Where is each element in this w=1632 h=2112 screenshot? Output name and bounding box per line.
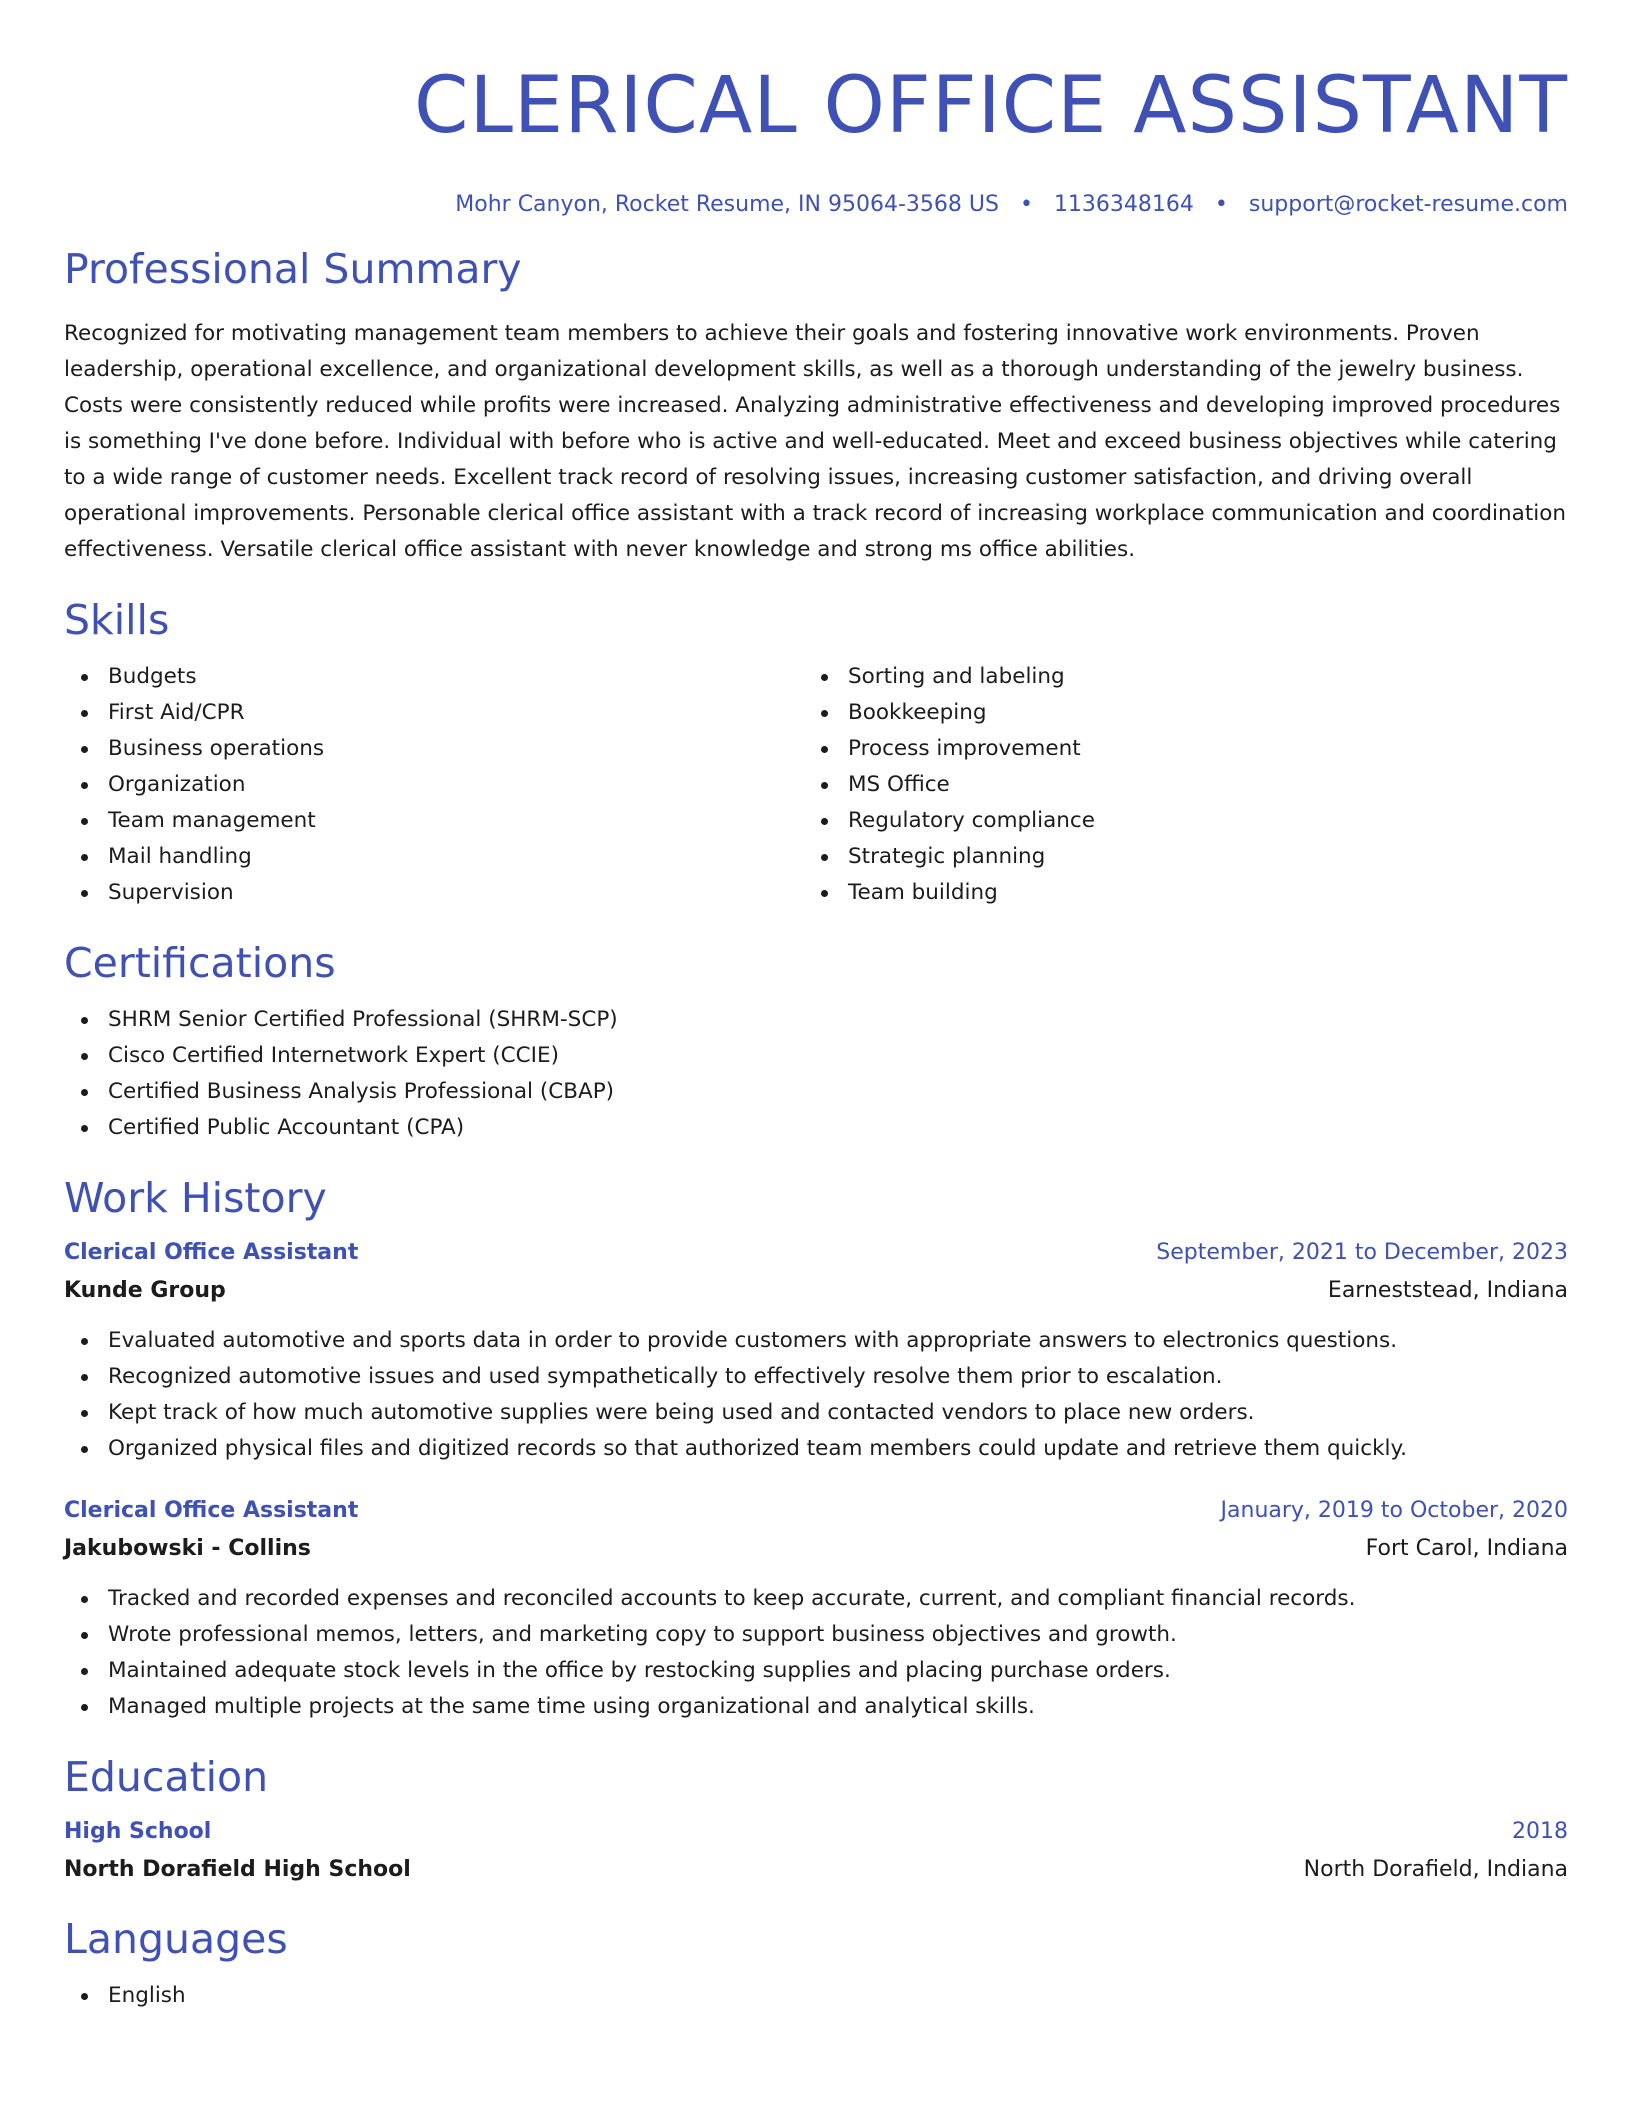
job-dates: January, 2019 to October, 2020	[1220, 1498, 1568, 1523]
education-degree: High School	[64, 1819, 212, 1844]
contact-address: Mohr Canyon, Rocket Resume, IN 95064-3568 US	[455, 192, 999, 217]
job-bullets	[64, 1323, 1568, 1467]
job-bullets	[64, 1581, 1568, 1725]
contact-phone[interactable]: 1136348164	[1053, 192, 1194, 217]
list-item: Sorting and labeling	[848, 659, 1544, 695]
list-item: Bookkeeping	[848, 695, 1544, 731]
job-company-row	[64, 1271, 1568, 1311]
list-item: English	[108, 1978, 1568, 2014]
list-item: Evaluated automotive and sports data in order to provide customers with appropriate answers to electronics questions.	[108, 1323, 1568, 1359]
list-item: Organization	[108, 767, 804, 803]
job-header-row	[64, 1235, 1568, 1271]
certifications-section	[64, 936, 1568, 1146]
education-school: North Dorafield High School	[64, 1857, 411, 1882]
list-item: Tracked and recorded expenses and reconciled accounts to keep accurate, current, and compliant financial records.	[108, 1581, 1568, 1617]
list-item: First Aid/CPR	[108, 695, 804, 731]
list-item: Regulatory compliance	[848, 803, 1544, 839]
list-item: Business operations	[108, 731, 804, 767]
list-item: Cisco Certified Internetwork Expert (CCIE)	[108, 1038, 1568, 1074]
summary-text: Recognized for motivating management team members to achieve their goals and fostering innovative work environments. Proven leadership, operational excellence, and organizational development skills, as well as a thorough understanding of the jewelry business. Costs were consistently reduced while profits were increased. Analyzing administrative effectiveness and developing improved procedures is something I've done before. Individual with before who is active and well-educated. Meet and exceed business objectives while catering to a wide range of customer needs. Excellent track record of resolving issues, increasing customer satisfaction, and driving overall operational improvements. Personable clerical office assistant with a track record of increasing workplace communication and coordination effectiveness. Versatile clerical office assistant with never knowledge and strong ms office abilities.	[64, 321, 1566, 562]
job-header-row	[64, 1493, 1568, 1529]
job-role: Clerical Office Assistant	[64, 1498, 359, 1523]
list-item: Certified Public Accountant (CPA)	[108, 1110, 1568, 1146]
list-item: Organized physical files and digitized records so that authorized team members could update and retrieve them quickly.	[108, 1431, 1568, 1467]
list-item: Kept track of how much automotive supplies were being used and contacted vendors to place new orders.	[108, 1395, 1568, 1431]
list-item: Team management	[108, 803, 804, 839]
skills-list-right	[804, 659, 1544, 911]
job-entry	[64, 1493, 1568, 1725]
job-location: Fort Carol, Indiana	[1365, 1536, 1568, 1561]
job-location: Earneststead, Indiana	[1327, 1278, 1568, 1303]
summary-section	[64, 242, 1568, 568]
education-year: 2018	[1512, 1819, 1568, 1844]
list-item: Process improvement	[848, 731, 1544, 767]
section-title-education: Education	[64, 1753, 269, 1801]
job-company-row	[64, 1529, 1568, 1569]
list-item: Managed multiple projects at the same time using organizational and analytical skills.	[108, 1689, 1568, 1725]
languages-list	[64, 1978, 1568, 2014]
section-title-certifications: Certifications	[64, 939, 336, 987]
list-item: Budgets	[108, 659, 804, 695]
job-company: Jakubowski - Collins	[64, 1536, 311, 1561]
work-history-section	[64, 1171, 1568, 1725]
job-dates: September, 2021 to December, 2023	[1156, 1240, 1568, 1265]
list-item: MS Office	[848, 767, 1544, 803]
job-entry	[64, 1235, 1568, 1467]
list-item: Recognized automotive issues and used sympathetically to effectively resolve them prior to escalation.	[108, 1359, 1568, 1395]
list-item: Maintained adequate stock levels in the office by restocking supplies and placing purchase orders.	[108, 1653, 1568, 1689]
list-item: Mail handling	[108, 839, 804, 875]
skills-section	[64, 593, 1568, 911]
section-title-languages: Languages	[64, 1915, 288, 1963]
contact-separator: •	[1019, 192, 1033, 217]
resume-header	[64, 58, 1568, 220]
education-header-row	[64, 1814, 1568, 1850]
section-title-skills: Skills	[64, 596, 170, 644]
section-title-work-history: Work History	[64, 1174, 327, 1222]
list-item: Team building	[848, 875, 1544, 911]
section-title-summary: Professional Summary	[64, 245, 522, 293]
contact-email[interactable]: support@rocket-resume.com	[1248, 192, 1568, 217]
education-section	[64, 1750, 1568, 1890]
job-role: Clerical Office Assistant	[64, 1240, 359, 1265]
certifications-list	[64, 1002, 1568, 1146]
contact-line	[64, 190, 1568, 220]
education-location: North Dorafield, Indiana	[1303, 1857, 1568, 1882]
contact-separator: •	[1214, 192, 1228, 217]
languages-section	[64, 1912, 1568, 2014]
education-school-row	[64, 1850, 1568, 1890]
list-item: Certified Business Analysis Professional (CBAP)	[108, 1074, 1568, 1110]
list-item: Supervision	[108, 875, 804, 911]
skills-list-left	[64, 659, 804, 911]
list-item: Wrote professional memos, letters, and marketing copy to support business objectives and growth.	[108, 1617, 1568, 1653]
list-item: SHRM Senior Certified Professional (SHRM-SCP)	[108, 1002, 1568, 1038]
list-item: Strategic planning	[848, 839, 1544, 875]
skills-grid	[64, 659, 1568, 911]
candidate-name: CLERICAL OFFICE ASSISTANT	[414, 61, 1568, 151]
job-company: Kunde Group	[64, 1278, 226, 1303]
